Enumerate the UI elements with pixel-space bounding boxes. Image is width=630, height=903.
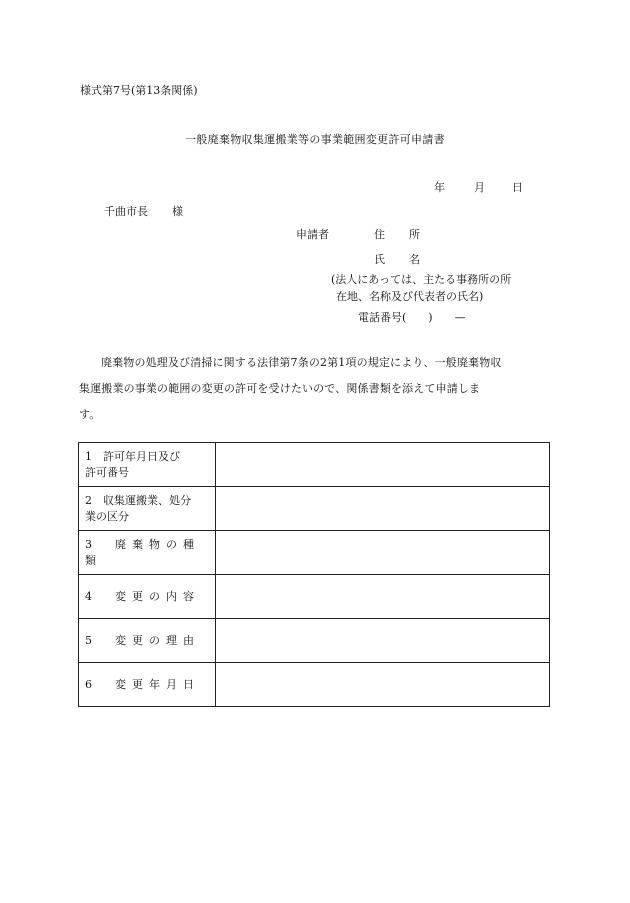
date-month-label: 月 (474, 181, 485, 194)
statement-line-1: 廃棄物の処理及び清掃に関する法律第7条の2第1項の規定により、一般廃棄物収 (101, 356, 502, 369)
date-year-label: 年 (434, 181, 445, 194)
change-reason-field[interactable] (216, 619, 550, 663)
statement-line-3: す。 (79, 408, 101, 421)
form-number: 様式第7号(第13条関係) (80, 84, 198, 97)
change-content-field[interactable] (216, 575, 550, 619)
date-day-label: 日 (512, 181, 523, 194)
corporation-note-line-2: 在地、名称及び代表者の氏名) (336, 290, 484, 303)
application-statement (79, 350, 555, 428)
table-row (79, 531, 550, 575)
table-row (79, 575, 550, 619)
row-label (79, 487, 216, 531)
change-date-field[interactable] (216, 663, 550, 707)
row-label: 3 廃棄物の種類 (79, 531, 216, 575)
address-label: 住所 (374, 228, 444, 241)
addressee (104, 203, 183, 219)
business-category-field[interactable] (216, 487, 550, 531)
table-row (79, 443, 550, 487)
permit-date-and-number-field[interactable] (216, 443, 550, 487)
row-label-line-2: 許可番号 (85, 465, 129, 479)
row-label (79, 443, 216, 487)
addressee-honorific: 様 (172, 205, 183, 218)
date-line (434, 179, 523, 195)
applicant-label: 申請者 (296, 228, 329, 241)
waste-type-field[interactable] (216, 531, 550, 575)
table-row (79, 663, 550, 707)
row-label: 6 変更年月日 (79, 663, 216, 707)
addressee-name: 千曲市長 (104, 205, 148, 218)
name-label: 氏名 (374, 253, 444, 266)
row-label: 4 変更の内容 (79, 575, 216, 619)
phone-number-label: 電話番号( ) — (358, 311, 466, 324)
row-label-line-1: 1 許可年月日及び (85, 449, 180, 463)
row-label-line-2: 業の区分 (85, 509, 129, 523)
statement-line-2: 集運搬業の事業の範囲の変更の許可を受けたいので、関係書類を添えて申請しま (79, 382, 481, 395)
document-title: 一般廃棄物収集運搬業等の事業範囲変更許可申請書 (185, 133, 445, 146)
row-label: 5 変更の理由 (79, 619, 216, 663)
application-details-table (78, 442, 550, 707)
corporation-note-line-1: (法人にあっては、主たる事務所の所 (331, 273, 512, 286)
row-label-line-1: 2 収集運搬業、処分 (85, 493, 191, 507)
table-row (79, 619, 550, 663)
table-row (79, 487, 550, 531)
